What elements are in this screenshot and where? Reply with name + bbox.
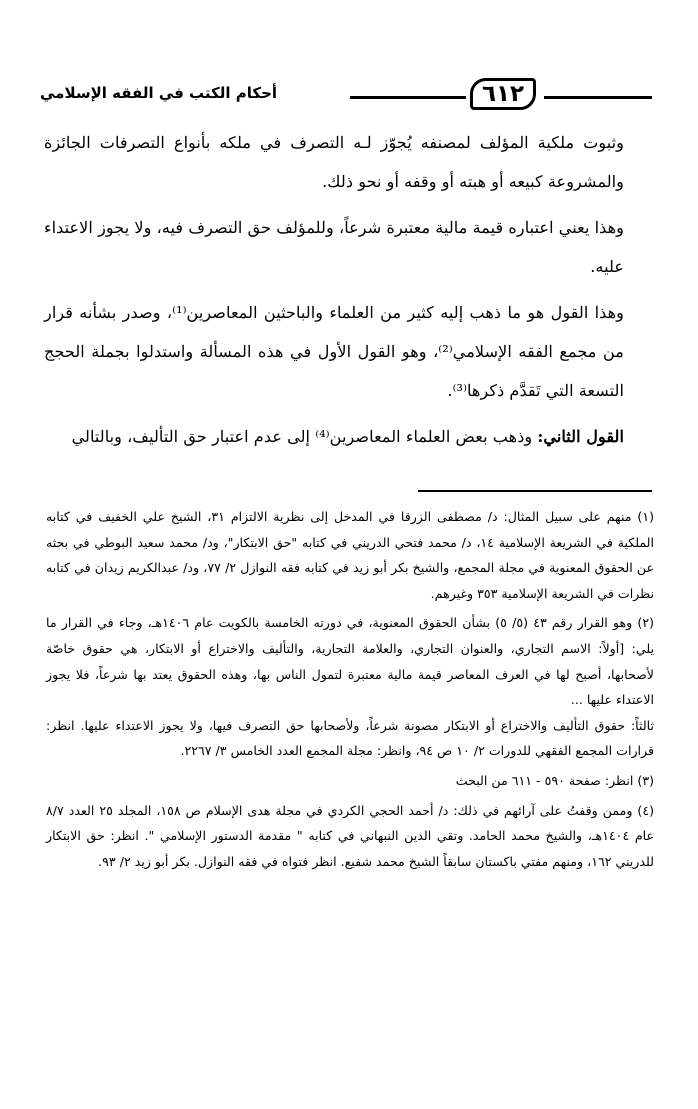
footnote-2: (٢) وهو القرار رقم ٤٣ (٥/ ٥) بشأن الحقوق المعنوية، في دورته الخامسة بالكويت عام ١٤٠٦هـ، وجاء في القرار ما يلي: [أولاً: الاسم التجاري، والعنوان التجاري، والعلامة التجارية، والتأليف والاختراع أو الابتكار، هي حقوق خاصّة لأصحابها، أصبح لها في العرف المعاصر قيمة مالية معتبرة لتمول الناس بها، وهذه الحقوق يعتد بها شرعاً، فلا يجوز الاعتداء عليها ... bbox=[46, 615, 654, 708]
footnote-2-continued: ثالثاً: حقوق التأليف والاختراع أو الابتكار مصونة شرعاً، ولأصحابها حق التصرف فيها، ولا يجوز الاعتداء عليها. انظر: قرارات المجمع الفقهي للدورات ٢/ ١٠ ص ٩٤، وانظر: مجلة المجمع العدد الخامس ٣/ ٢٢٦٧. bbox=[46, 717, 654, 759]
paragraph-2: وهذا يعني اعتباره قيمة مالية معتبرة شرعاً، وللمؤلف حق التصرف فيه، ولا يجوز الاعتداء عليه. bbox=[44, 218, 624, 276]
paragraph-4-text: وذهب بعض العلماء المعاصرين⁽⁴⁾ إلى عدم اعتبار حق التأليف، وبالتالي bbox=[71, 427, 533, 447]
paragraph-3: وهذا القول هو ما ذهب إليه كثير من العلماء والباحثين المعاصرين⁽¹⁾، وصدر بشأنه قرار من مجمع الفقه الإسلامي⁽²⁾، وهو القول الأول في هذه المسألة واستدلوا بجملة الحجج التسعة التي تَقدَّم ذكرها⁽³⁾. bbox=[44, 303, 624, 400]
footnote-separator bbox=[418, 490, 652, 492]
footnote-4: (٤) وممن وقفتُ على آرائهم في ذلك: د/ أحمد الحجي الكردي في مجلة هدى الإسلام ص ١٥٨، المجلد ٢٥ العدد ٨/٧ عام ١٤٠٤هـ، والشيخ محمد الحامد. وتقي الدين النبهاني في كتابه " مقدمة الدستور الإسلامي ". انظر: حق الابتكار للدريني ١٦٢، ومنهم مفتي باكستان سابقاً الشيخ محمد شفيع. انظر فتواه في فقه النوازل. بكر أبو زيد ٢/ ٩٣. bbox=[46, 802, 654, 869]
running-title: أحكام الكتب في الفقه الإسلامي bbox=[40, 84, 278, 102]
footnote-3: (٣) انظر: صفحة ٥٩٠ - ٦١١ من البحث bbox=[455, 772, 654, 788]
page-number-frame bbox=[470, 78, 536, 110]
second-opinion-label: القول الثاني: bbox=[537, 427, 624, 447]
body-text bbox=[44, 124, 654, 457]
footnotes bbox=[46, 504, 654, 874]
header-rule-middle bbox=[350, 96, 466, 99]
paragraph-1: وثبوت ملكية المؤلف لمصنفه يُجوّز لـه التصرف في ملكه بأنواع التصرفات الجائزة والمشروعة كبيعه أو هبته أو وقفه أو نحو ذلك. bbox=[44, 133, 624, 191]
page-number-text: ٦١٢ bbox=[481, 81, 525, 107]
page-number bbox=[470, 78, 536, 110]
footnote-1: (١) منهم على سبيل المثال: د/ مصطفى الزرقا في المدخل إلى نظرية الالتزام ٣١، الشيخ علي الخفيف في كتابه الملكية في الشريعة الإسلامية ١٤، د/ محمد فتحي الدريني في كتابه "حق الابتكار"، ود/ محمد سعيد البوطي في بحثه عن الحقوق المعنوية في مجلة المجمع، والشيخ بكر أبو زيد في كتابه فقه النوازل ٢/ ٧٧، ود/ عبدالكريم زيدان في كتابه نظرات في الشريعة الإسلامية ٣٥٣ وغيرهم. bbox=[46, 509, 655, 601]
paragraph-4 bbox=[44, 418, 654, 457]
header-rule-right bbox=[544, 96, 652, 99]
page-header bbox=[40, 82, 652, 112]
